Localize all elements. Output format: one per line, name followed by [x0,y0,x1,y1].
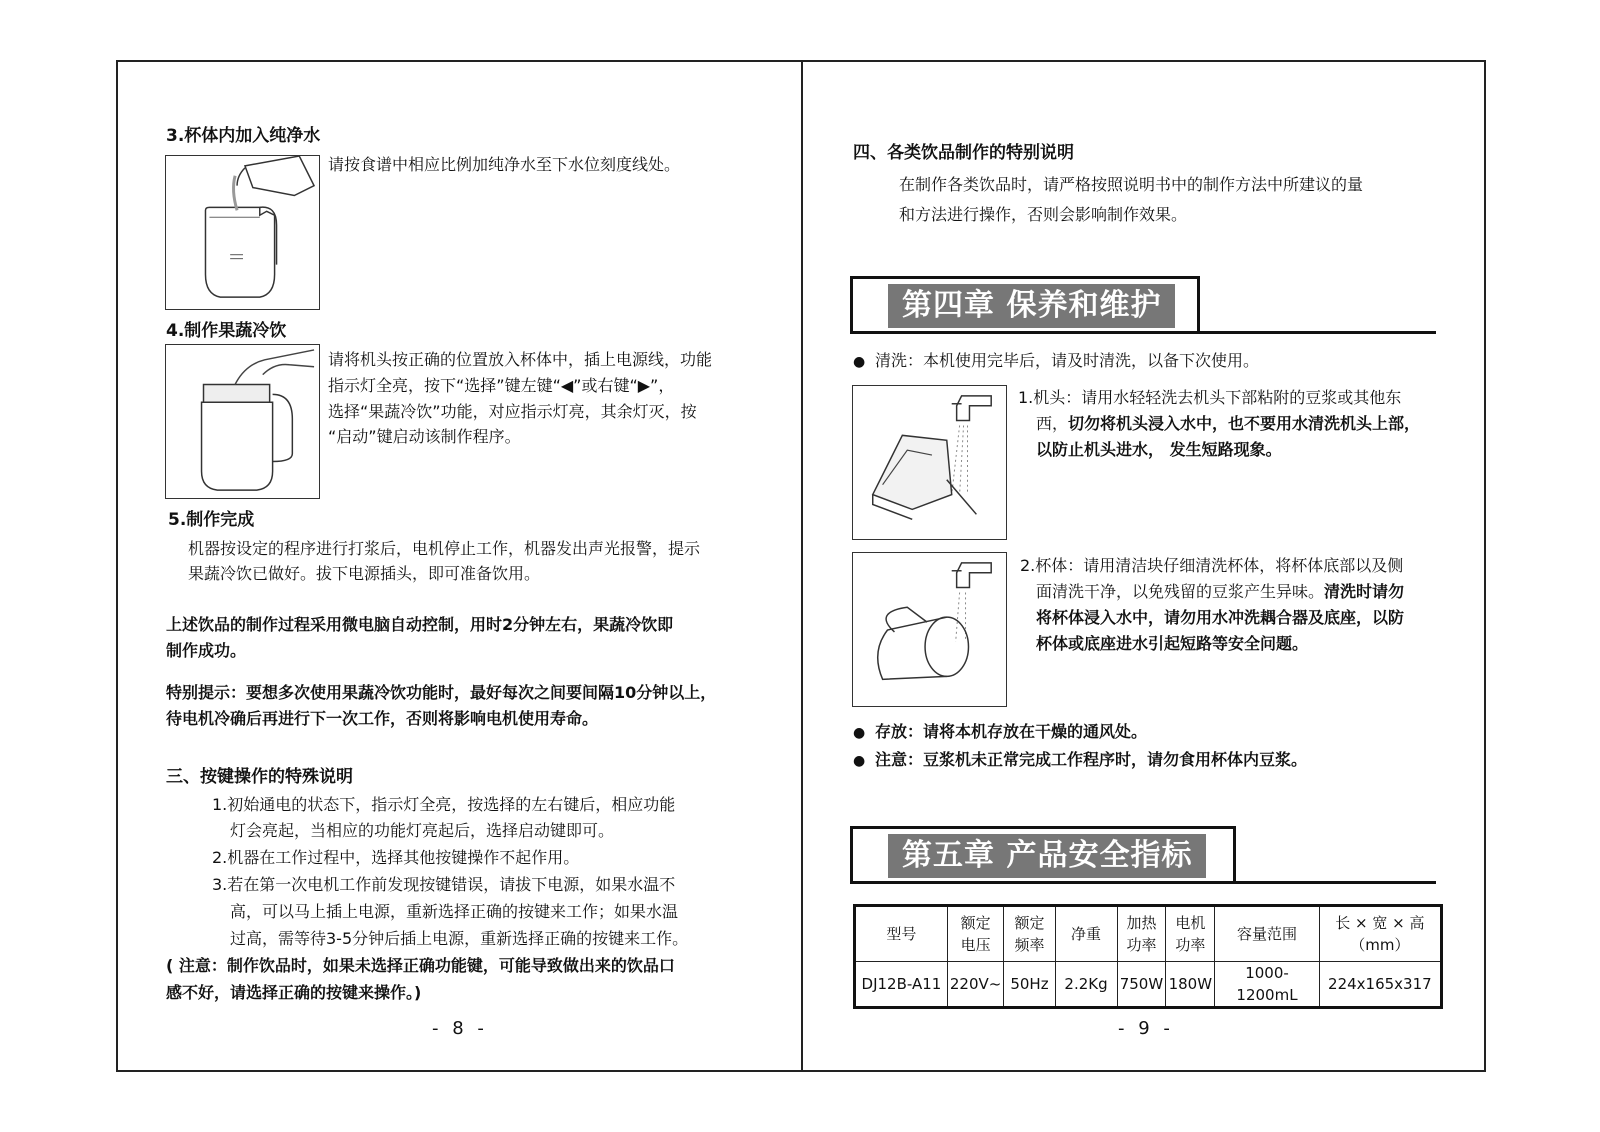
summary-line-1: 上述饮品的制作过程采用微电脑自动控制，用时2分钟左右，果蔬冷饮即 [166,615,674,634]
bullet-icon: ● [853,753,866,769]
spec-header-motor-power: 电机 功率 [1166,906,1215,962]
page-divider [801,60,803,1072]
step4-line-4: “启动”键启动该制作程序。 [328,427,521,446]
tip-line-1: 特别提示：要想多次使用果蔬冷饮功能时，最好每次之间要间隔10分钟以上， [166,683,717,702]
spec-header-weight: 净重 [1055,906,1117,962]
clean-cup-line-2-normal: 面清洗干净，以免残留的豆浆产生异味。 [1036,582,1325,601]
spec-motor-power: 180W [1166,962,1215,1008]
cleaning-bullet-row [853,348,1259,375]
caution-text: 豆浆机未正常完成工作程序时，请勿食用杯体内豆浆。 [923,750,1308,769]
tip-line-2: 待电机冷确后再进行下一次工作，否则将影响电机使用寿命。 [166,709,599,728]
step5-heading: 5.制作完成 [168,510,255,530]
spec-model: DJ12B-A11 [855,962,948,1008]
section3-item-3b: 高，可以马上插上电源，重新选择正确的按键来工作；如果水温 [230,902,679,921]
rinsing-machine-head-under-tap-icon [852,385,1007,540]
clean-cup-line-2-bold: 清洗时请勿 [1324,582,1405,601]
step5-line-2: 果蔬冷饮已做好。拔下电源插头，即可准备饮用。 [188,564,541,583]
storage-row [853,719,1147,746]
spec-data-row [855,962,1442,1008]
section3-note-2: 感不好，请选择正确的按键来操作。) [166,983,422,1002]
clean-head-line-2-normal: 西， [1036,414,1069,433]
section3-item-1a: 1.初始通电的状态下，指示灯全亮，按选择的左右键后，相应功能 [212,795,676,814]
spec-header-heating-power: 加热 功率 [1117,906,1166,962]
bullet-icon: ● [853,354,866,370]
section3-note-1: ( 注意：制作饮品时，如果未选择正确功能键，可能导致做出来的饮品口 [166,956,675,975]
summary-line-2: 制作成功。 [166,641,247,660]
spec-frequency: 50Hz [1004,962,1055,1008]
section3-heading: 三、按键操作的特殊说明 [166,767,353,787]
clean-head-line-2 [1036,411,1420,437]
spec-capacity: 1000-1200mL [1215,962,1319,1008]
clean-cup-line-2 [1036,579,1404,605]
spec-weight: 2.2Kg [1055,962,1117,1008]
cleaning-label: 清洗： [875,351,924,370]
spec-voltage: 220V~ [947,962,1003,1008]
step3-text: 请按食谱中相应比例加纯净水至下水位刻度线处。 [328,155,681,174]
caution-row [853,747,1307,774]
step5-line-1: 机器按设定的程序进行打浆后，电机停止工作，机器发出声光报警，提示 [188,539,701,558]
step3-heading: 3.杯体内加入纯净水 [166,126,321,146]
spec-header-dimensions: 长 × 宽 × 高 （mm） [1319,906,1441,962]
step4-line-3: 选择“果蔬冷饮”功能，对应指示灯亮，其余灯灭，按 [328,402,697,421]
spec-heating-power: 750W [1117,962,1166,1008]
caution-label: 注意： [875,750,924,769]
step4-heading: 4.制作果蔬冷饮 [166,321,287,341]
spec-header-row [855,906,1442,962]
clean-cup-line-4: 杯体或底座进水引起短路等安全问题。 [1036,634,1309,653]
spec-header-model: 型号 [855,906,948,962]
spec-header-frequency: 额定 频率 [1004,906,1055,962]
section3-item-2: 2.机器在工作过程中，选择其他按键操作不起作用。 [212,848,580,867]
spec-dimensions: 224x165x317 [1319,962,1441,1008]
clean-head-line-3: 以防止机头进水， 发生短路现象。 [1036,440,1282,459]
placing-machine-head-icon [165,344,320,499]
section3-item-3c: 过高，需等待3-5分钟后插上电源，重新选择正确的按键来工作。 [230,929,689,948]
section3-item-1b: 灯会亮起，当相应的功能灯亮起后，选择启动键即可。 [230,821,615,840]
spec-header-voltage: 额定 电压 [947,906,1003,962]
clean-cup-line-1: 2.杯体：请用清洁块仔细清洗杯体，将杯体底部以及侧 [1020,556,1404,575]
pouring-water-into-cup-icon [165,155,320,310]
section3-item-3a: 3.若在第一次电机工作前发现按键错误，请拔下电源，如果水温不 [212,875,676,894]
page-number-right: - 9 - [1118,1018,1174,1039]
storage-text: 请将本机存放在干燥的通风处。 [923,722,1148,741]
section4-line-1: 在制作各类饮品时，请严格按照说明书中的制作方法中所建议的量 [899,175,1364,194]
safety-spec-table [853,904,1443,1009]
step4-line-2: 指示灯全亮，按下“选择”键左键“◀”或右键“▶”， [328,376,675,395]
clean-cup-line-3: 将杯体浸入水中，请勿用水冲洗耦合器及底座，以防 [1036,608,1405,627]
cleaning-text: 本机使用完毕后，请及时清洗，以备下次使用。 [923,351,1260,370]
clean-head-line-2-bold: 切勿将机头浸入水中，也不要用水清洗机头上部， [1068,414,1421,433]
chapter4-title: 第四章 保养和维护 [888,284,1175,328]
section4-line-2: 和方法进行操作，否则会影响制作效果。 [899,205,1188,224]
section4-heading: 四、各类饮品制作的特别说明 [853,143,1074,163]
clean-head-line-1: 1.机头：请用水轻轻洗去机头下部粘附的豆浆或其他东 [1018,388,1402,407]
page-number-left: - 8 - [432,1018,488,1039]
spec-header-capacity: 容量范围 [1215,906,1319,962]
storage-label: 存放： [875,722,924,741]
bullet-icon: ● [853,725,866,741]
chapter5-title: 第五章 产品安全指标 [888,834,1206,878]
step4-line-1: 请将机头按正确的位置放入杯体中，插上电源线，功能 [328,350,713,369]
rinsing-cup-under-tap-icon [852,552,1007,707]
